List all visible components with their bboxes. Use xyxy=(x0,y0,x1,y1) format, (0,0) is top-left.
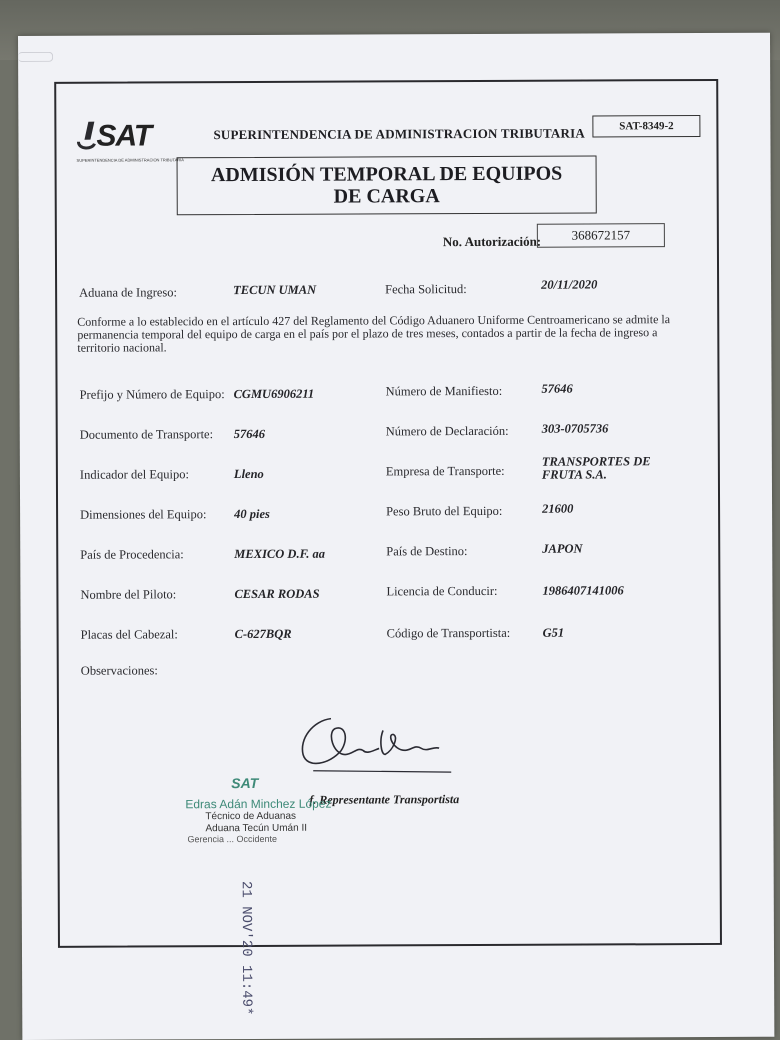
field-label: Placas del Cabezal: xyxy=(80,627,178,642)
authorization-number: 368672157 xyxy=(537,223,665,248)
field-value: CGMU6906211 xyxy=(233,386,315,402)
field-value: 40 pies xyxy=(234,506,270,522)
stamp-line: Edras Adán Minchez López xyxy=(185,796,332,812)
field-label: Documento de Transporte: xyxy=(79,427,214,442)
field-value: 303-0705736 xyxy=(541,421,609,436)
field-value: JAPON xyxy=(542,541,583,556)
field-value: 57646 xyxy=(233,426,266,442)
field-value: 21600 xyxy=(542,501,574,516)
stamp-line: Técnico de Aduanas xyxy=(205,810,297,823)
field-value: MEXICO D.F. aa xyxy=(234,546,326,562)
stamp-line: Aduana Tecún Umán II xyxy=(205,822,308,835)
staple xyxy=(18,52,53,62)
field-label: Nombre del Piloto: xyxy=(80,587,177,602)
field-label: Número de Declaración: xyxy=(385,423,509,439)
stamp-logo: SAT xyxy=(231,774,259,792)
date-stamp: 21 NOV'20 11:49* xyxy=(237,880,255,1016)
field-value: CESAR RODAS xyxy=(234,586,320,602)
field-value: 1986407141006 xyxy=(542,583,624,598)
field-label: País de Procedencia: xyxy=(80,547,184,562)
field-label: Prefijo y Número de Equipo: xyxy=(79,387,225,402)
aduana-label: Aduana de Ingreso: xyxy=(79,285,178,300)
aduana-value: TECUN UMAN xyxy=(233,282,317,298)
document-title: ADMISIÓN TEMPORAL DE EQUIPOS DE CARGA xyxy=(177,155,597,215)
field-label: Código de Transportista: xyxy=(386,625,511,641)
sat-logo xyxy=(74,119,184,169)
field-value: C-627BQR xyxy=(234,626,292,642)
agency-name: SUPERINTENDENCIA DE ADMINISTRACION TRIBUTARIA xyxy=(213,125,585,143)
field-label: Licencia de Conducir: xyxy=(386,583,498,599)
logo-subtext: SUPERINTENDENCIA DE ADMINISTRACION TRIBUTARIA xyxy=(76,157,184,163)
document-page xyxy=(18,33,774,1040)
field-value: 57646 xyxy=(541,381,573,396)
field-label: País de Destino: xyxy=(386,544,468,559)
official-stamp xyxy=(183,774,373,855)
field-value: TRANSPORTES DE FRUTA S.A. xyxy=(541,454,651,482)
stamp-line: Gerencia ... Occidente xyxy=(187,833,278,845)
legal-paragraph: Conforme a lo establecido en el artículo 427 del Reglamento del Código Aduanero Uniforme Centroamericano se admite la permanencia temporal del equipo de carga en el país por el plazo de tres meses, contados a partir de la fecha de ingreso a territorio nacional. xyxy=(77,312,671,355)
logo-text: SAT xyxy=(96,119,152,153)
field-label: Número de Manifiesto: xyxy=(385,383,503,399)
form-code: SAT-8349-2 xyxy=(592,115,700,137)
field-label: Indicador del Equipo: xyxy=(79,467,189,482)
field-value: G51 xyxy=(542,625,565,640)
observaciones-label: Observaciones: xyxy=(80,663,158,678)
signature-caption: f. Representante Transportista xyxy=(309,792,460,807)
field-label: Empresa de Transporte: xyxy=(385,463,505,479)
fecha-label: Fecha Solicitud: xyxy=(385,282,467,297)
fecha-value: 20/11/2020 xyxy=(541,277,598,292)
authorization-label: No. Autorización: xyxy=(442,233,542,250)
field-label: Dimensiones del Equipo: xyxy=(80,507,207,522)
field-label: Peso Bruto del Equipo: xyxy=(386,503,503,519)
field-value: Lleno xyxy=(233,466,264,482)
